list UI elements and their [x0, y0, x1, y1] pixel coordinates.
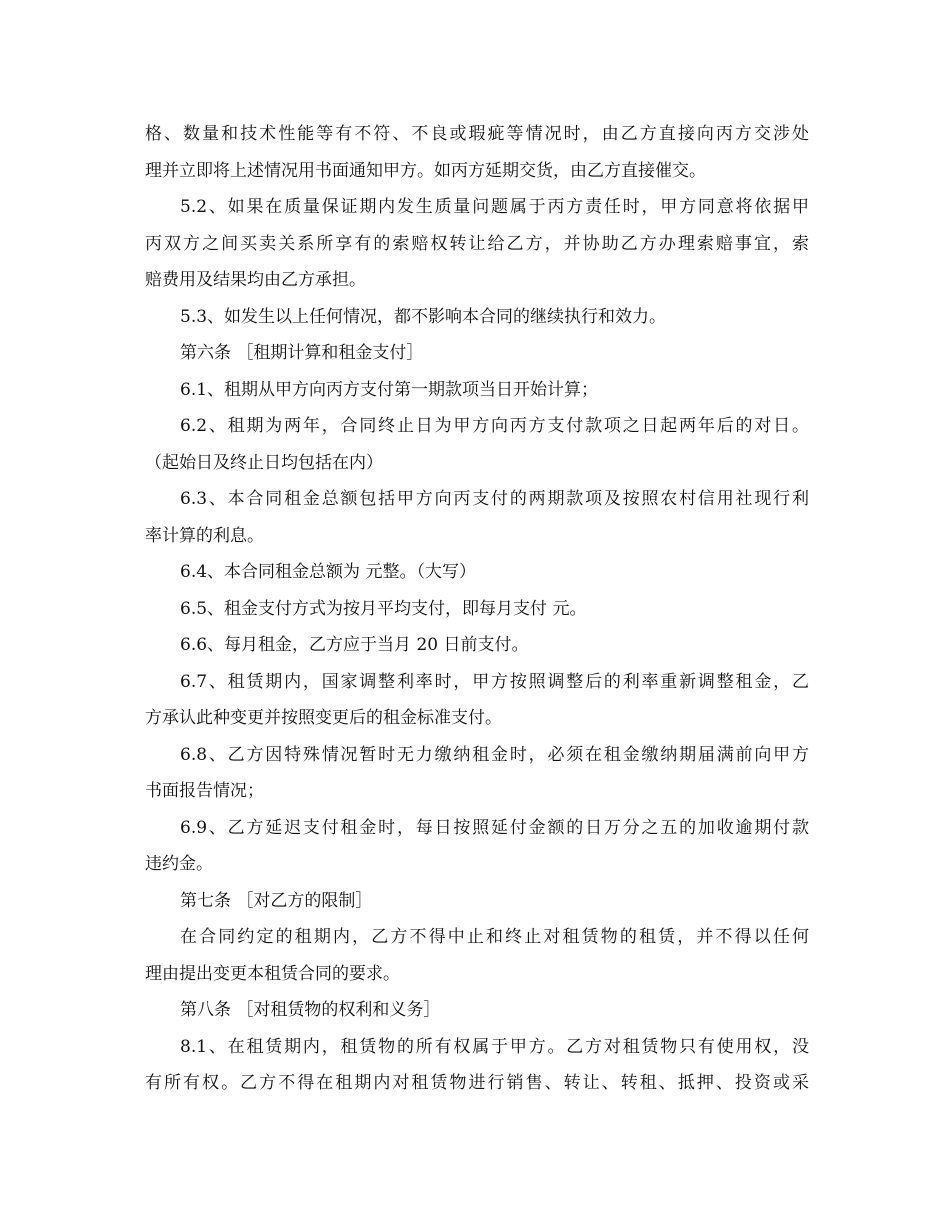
section-heading: 第七条 ［对乙方的限制］	[180, 890, 373, 911]
text-line: 6.4、本合同租金总额为 元整。（大写）	[180, 562, 476, 582]
text-line: 在合同约定的租期内，乙方不得中止和终止对租赁物的租赁，并不得以任何	[180, 927, 809, 947]
text-line: 6.8、乙方因特殊情况暂时无力缴纳租金时，必须在租金缴纳期届满前向甲方	[180, 744, 809, 765]
text-line: 8.1、在租赁期内，租赁物的所有权属于甲方。乙方对租赁物只有使用权，没	[180, 1036, 809, 1057]
text-line: 丙双方之间买卖关系所享有的索赔权转让给乙方，并协助乙方办理索赔事宜，索	[145, 233, 809, 254]
text-line: 违约金。	[145, 854, 213, 874]
text-line: 6.9、乙方延迟支付租金时，每日按照延付金额的日万分之五的加收逾期付款	[180, 817, 809, 838]
text-line: 5.2、如果在质量保证期内发生质量问题属于丙方责任时，甲方同意将依据甲	[180, 197, 809, 217]
text-line: （起始日及终止日均包括在内）	[145, 452, 383, 473]
text-line: 理并立即将上述情况用书面通知甲方。如丙方延期交货，由乙方直接催交。	[145, 160, 706, 181]
text-line: 有所有权。乙方不得在租期内对租赁物进行销售、转让、转租、抵押、投资或采	[145, 1073, 809, 1093]
text-line: 书面报告情况；	[145, 781, 264, 801]
text-line: 格、数量和技术性能等有不符、不良或瑕疵等情况时，由乙方直接向丙方交涉处	[145, 124, 809, 144]
text-line: 赔费用及结果均由乙方承担。	[145, 270, 366, 290]
text-line: 6.6、每月租金，乙方应于当月 20 日前支付。	[180, 635, 529, 655]
text-line: 5.3、如发生以上任何情况，都不影响本合同的继续执行和效力。	[180, 306, 667, 327]
text-line: 6.2、租期为两年，合同终止日为甲方向丙方支付款项之日起两年后的对日。	[180, 416, 809, 436]
text-line: 6.7、租赁期内，国家调整利率时，甲方按照调整后的利率重新调整租金，乙	[180, 671, 809, 692]
document-body	[145, 116, 809, 1102]
text-line: 6.1、租期从甲方向丙方支付第一期款项当日开始计算；	[180, 379, 599, 400]
section-heading: 第六条 ［租期计算和租金支付］	[180, 343, 424, 363]
text-line: 6.5、租金支付方式为按月平均支付，即每月支付 元。	[180, 598, 587, 619]
text-line: 理由提出变更本租赁合同的要求。	[145, 963, 400, 984]
text-line: 6.3、本合同租金总额包括甲方向丙支付的两期款项及按照农村信用社现行利	[180, 489, 809, 509]
text-line: 率计算的利息。	[145, 525, 264, 546]
text-line: 方承认此种变更并按照变更后的租金标准支付。	[145, 708, 502, 728]
section-heading: 第八条 ［对租赁物的权利和义务］	[180, 1000, 441, 1020]
